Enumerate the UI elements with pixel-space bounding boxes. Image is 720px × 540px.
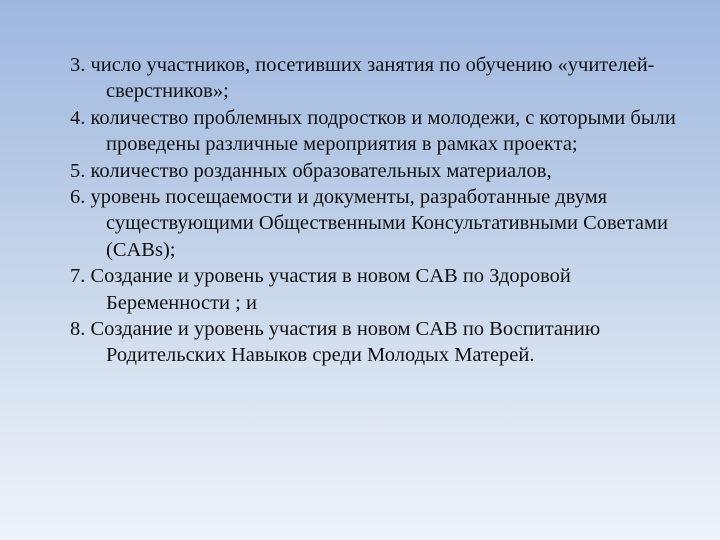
list-item: 6. уровень посещаемости и документы, разработанные двумя существующими Общественными Консультативными Советами (CABs); bbox=[70, 186, 668, 261]
criteria-list bbox=[70, 52, 690, 369]
list-item: 8. Создание и уровень участия в новом CAB по Воспитанию Родительских Навыков среди Молодых Матерей. bbox=[70, 318, 601, 367]
list-item: 7. Создание и уровень участия в новом CAB по Здоровой Беременности ; и bbox=[70, 265, 571, 314]
list-item: 3. число участников, посетивших занятия по обучению «учителей-сверстников»; bbox=[70, 54, 655, 103]
list-item: 5. количество розданных образовательных материалов, bbox=[70, 159, 552, 182]
slide-content bbox=[70, 52, 690, 369]
list-item: 4. количество проблемных подростков и молодежи, с которыми были проведены различные мероприятия в рамках проекта; bbox=[70, 106, 676, 156]
